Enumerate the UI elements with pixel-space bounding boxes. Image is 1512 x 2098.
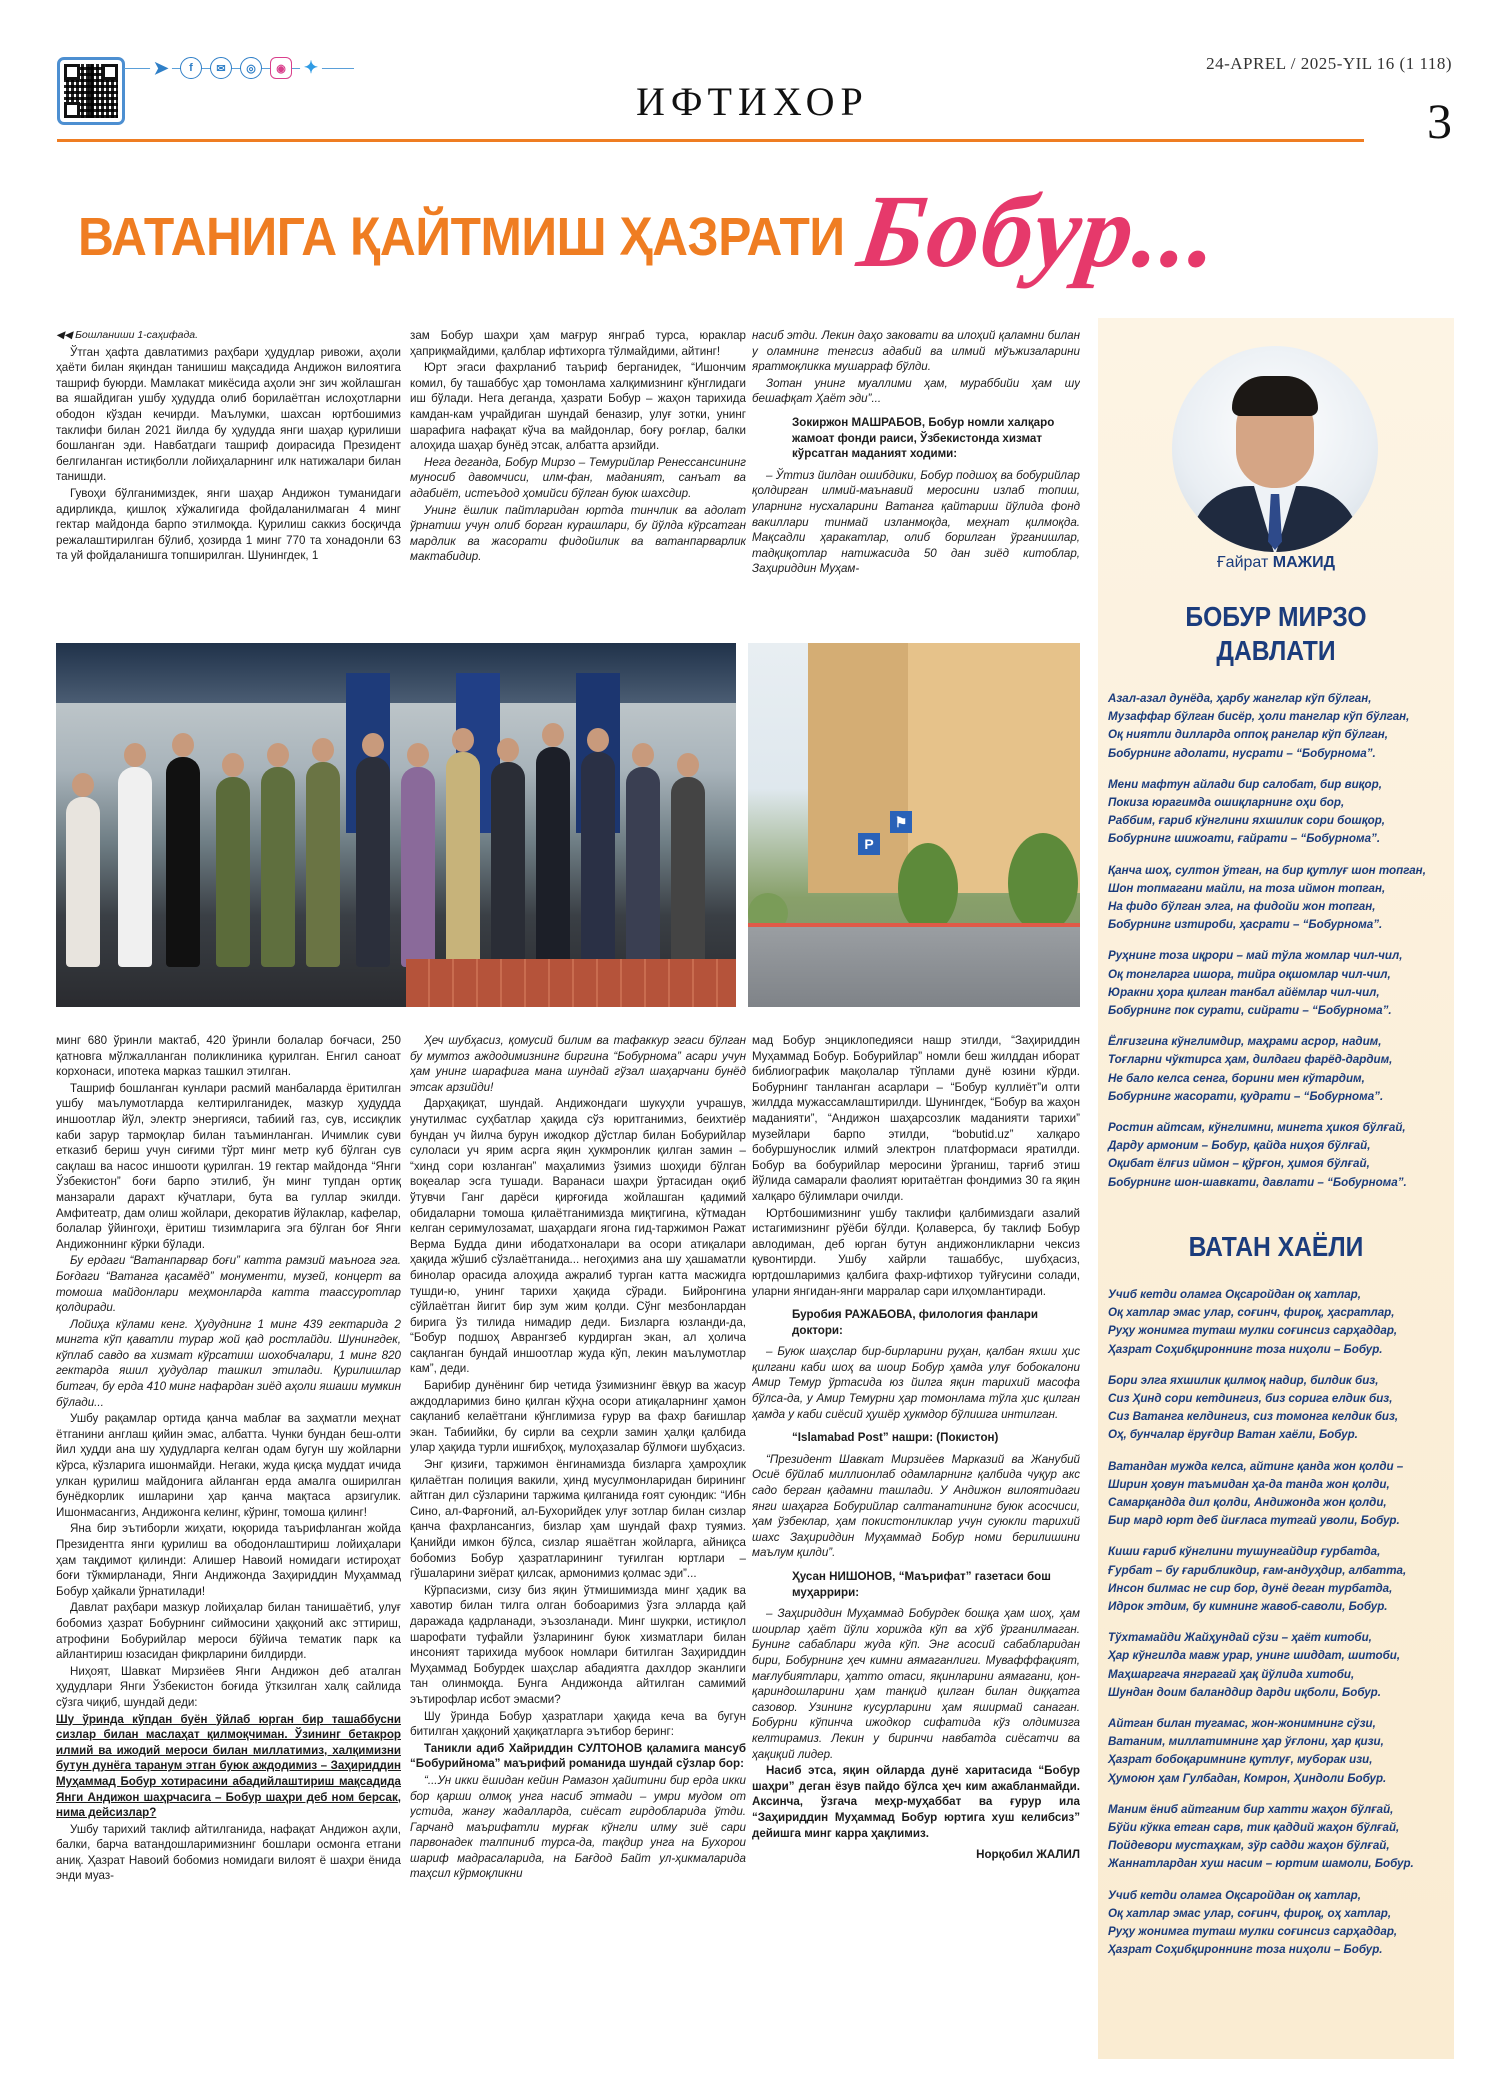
twitter-icon[interactable]: ✦ (300, 57, 322, 79)
poem-stanza (1108, 1629, 1448, 1702)
paragraph: насиб этди. Лекин даҳо заковати ва илоҳий қаламни билан у оламнинг тенгсиз адабий ва илмий мўъжизаларини яратмоқликка мушарраф бўлди. (752, 329, 1080, 374)
continued-text: Бошланиши 1-саҳифада. (75, 329, 199, 341)
poem-stanza (1108, 690, 1448, 763)
photo-person-head (587, 728, 609, 752)
paragraph: минг 680 ўринли мактаб, 420 ўринли болалар боғчаси, 250 қатновга мўлжалланган поликлиника қурилган. Енгил саноат корхонаси, ипотека марказ ташкил этилган. (56, 1034, 401, 1079)
web-icon[interactable]: ◎ (240, 57, 262, 79)
photo-person (671, 777, 705, 967)
poem-line: Бобурнинг шон-шавкати, давлати – “Бобурнома”. (1108, 1175, 1407, 1189)
poem-line: Самарқандда дил қолди, Андижонда жон қолди, (1108, 1496, 1387, 1510)
photo-person-head (677, 753, 699, 777)
poem-line: Ватаним, миллатимнинг ҳар ўғлони, ҳар қизи, (1108, 1735, 1384, 1749)
paragraph: Ушбу тарихий таклиф айтилганида, нафақат Андижон аҳли, балки, барча ватандошларимизнинг бошлари осмонга етгани аниқ. Ҳазрат Навоий бобомиз номидаги вилоят ё шаҳри ёнида энди муаз- (56, 1822, 401, 1883)
paragraph: Давлат раҳбари мазкур лойиҳалар билан танишаётиб, улуғ бобомиз ҳазрат Бобурнинг сиймосини ҳаққоний акс эттириш, атрофини Бобурийлар мероси бўйича тематик парк ка айлантириш юзасидан фикрларини билдирди. (56, 1601, 401, 1662)
poem-line: Ҳумоюн ҳам Гулбадан, Комрон, Ҳиндоли Бобур. (1108, 1771, 1387, 1785)
paragraph: Ҳеч шубҳасиз, қомусий билим ва тафаккур эгаси бўлган бу мумтоз аждодимизнинг биргина “Бобурнома” асари учун ҳам унинг шарафига мана шундай гўзал шаҳарчани бунёд этсак арзийди! (410, 1034, 746, 1094)
quote-author: Зокиржон МАШРАБОВ, Бобур номли халқаро жамоат фонди раиси, Ўзбекистонда хизмат кўрсатган маданият ходими: (792, 415, 1055, 461)
poem-line: Ватандан мужда келса, айтинг қанда жон қолди – (1108, 1459, 1404, 1473)
paragraph: Кўрпасизми, сизу биз яқин ўтмишимизда минг ҳадик ва хавотир билан тилга олган бобоаримиз ўзга элларда қай даражада қадрланади, эъзозланади. Минг шукрки, истиқлол шарофати туфайли ўзларининг буюк хизматлари билан инсоният тарихида мубоок номлари битилган Заҳириддин Муҳаммад Бобурдек шаҳслар абадиятга дахлдор эканлиги тан олинмоқда. Бунга Андижонда айтилган самимий эътирофлар исбот эмасми? (410, 1583, 746, 1706)
photo-person (216, 777, 250, 967)
poem-line: Ширин ҳовун таъмидан ҳа-да танда жон қолди, (1108, 1477, 1390, 1491)
poem-line: Бобурнинг жасорати, қудрати – “Бобурнома”. (1108, 1089, 1384, 1103)
email-icon[interactable]: ✉ (210, 57, 232, 79)
poem-line: Дарду армоним – Бобур, қайда ниҳоя бўлғай, (1108, 1139, 1371, 1153)
article-column-2 (410, 328, 746, 618)
photo-person (401, 767, 435, 967)
photo-person (66, 797, 100, 967)
photo-tree (898, 843, 958, 933)
paragraph: Насиб этса, яқин ойларда дунё харитасида “Бобур шаҳри” деган ёзув пайдо бўлса ҳеч ким ажабланмайди. Аксинча, ўзгача меҳр-муҳаббат ва ғурур ила “Заҳириддин Муҳаммад Бобур юртига хуш келибсиз” дейишга минг карра ҳақлимиз. (752, 1764, 1080, 1840)
facebook-icon[interactable]: f (180, 57, 202, 79)
article-column-1 (56, 328, 401, 618)
poem-line: Бобурнинг изтироби, ҳасрати – “Бобурнома”. (1108, 918, 1383, 932)
article-column-4 (56, 1033, 401, 2048)
photo-person (261, 767, 295, 967)
photo-person-head (312, 738, 334, 762)
photo-person-head (632, 743, 654, 767)
photo-bricks (406, 959, 736, 1007)
photo-person-head (452, 728, 474, 752)
paragraph: Шу ўринда Бобур ҳазратлари ҳақида кеча ва бугун битилган ҳаққоний ҳақиқатларга эътибор беринг: (410, 1709, 746, 1739)
poem-line: Шундан доим баланддир дарди иқболи, Бобур. (1108, 1685, 1381, 1699)
paragraph: Гувоҳи бўлганимиздек, янги шаҳар Андижон туманидаги адирликда, қишлоқ хўжалигида фойдаланилмаган 4 минг гектар майдонда барпо этилмоқда. Қурилиш саккиз босқичда режалаштирилган бўлиб, ҳозирда 1 минг 770 та хонадонли 63 та уй фойдаланишга топширилган. Шунингдек, 1 (56, 486, 401, 563)
author-portrait (1172, 346, 1378, 552)
poem-title (1119, 600, 1432, 668)
header-rule (57, 139, 1364, 142)
photo-person-head (124, 743, 146, 767)
article-column-5 (410, 1033, 746, 2048)
article-column-3 (752, 328, 1080, 618)
poem-line: Бобурнинг адолати, нусрати – “Бобурнома”. (1108, 746, 1376, 760)
qr-code[interactable] (57, 57, 125, 125)
photo-person-head (267, 743, 289, 767)
poem-stanza (1108, 1887, 1448, 1960)
photo-person-head (172, 733, 194, 757)
photo-person-head (497, 738, 519, 762)
poem-line: Ҳазрат Соҳибқироннинг тоза ниҳоли – Бобур. (1108, 1943, 1383, 1957)
photo-person-head (407, 743, 429, 767)
poem-line: Оқ хатлар эмас улар, соғинч, фироқ, ҳасратлар, (1108, 1306, 1395, 1320)
photo-person (491, 762, 525, 967)
paragraph: мад Бобур энциклопедияси нашр этилди, “Заҳириддин Муҳаммад Бобур. Бобурийлар” номли беш жилддан иборат библиографик мақолалар тўплами дунё юзини кўрди. Бобурнинг танланган асарлари – “Бобур куллиёт”и олти жилдда мужассамлаштирилди. Шунингдек, “Бобур ва жаҳон маданияти”, “Андижон шаҳарсозлик маданияти тарихи” музейлари барпо этилди, “bobutid.uz” халқаро бобуршунослик илмий электрон платформаси яратилди. Бобур ва бобурийлар меросини ўрганиш, тарғиб этиш йўлида самарали фаолият юритаётган фондимиз 30 га яқин халқаро бўлимлари очилди. (752, 1034, 1080, 1203)
photo-person-head (222, 753, 244, 777)
photo-person-head (72, 773, 94, 797)
headline-script: Бобур... (851, 174, 1228, 289)
photo-person-head (362, 733, 384, 757)
photo-road (748, 927, 1080, 1007)
poem-line: Азал-азал дунёда, ҳарбу жанглар кўп бўлган, (1108, 692, 1372, 705)
poem-line: Инсон билмас не сир бор, дунё деган турбатда, (1108, 1581, 1393, 1595)
photo-person (118, 767, 152, 967)
page-number: 3 (1427, 93, 1452, 149)
poem-line: Покиза юрагимда ошиқларнинг оҳи бор, (1108, 796, 1345, 810)
photo-person (536, 747, 570, 967)
issue-date: 24-APREL / 2025-YIL 16 (1 118) (1206, 54, 1452, 73)
poem-line: Юракни ҳора қилган танбал айёмлар чил-чил, (1108, 985, 1380, 999)
poem-line: Бобурнинг шижоати, ғайрати – “Бобурнома”. (1108, 832, 1381, 846)
paragraph: Барибир дунёнинг бир четида ўзимизнинг ёвқур ва жасур аждодларимиз бино қилган кўҳна осори атиқаларнинг ҳамон сақланиб келаётгани кўнглимиза ғурур ва фахр бағишлар экан. Табиийки, бу сирли ва сеҳрли замин ҳалқи қалбида улар ҳақида турли ишғибҳоқ, мулоҳазалар бўлмоғи шубҳасиз. (410, 1379, 746, 1455)
qr-finder (64, 64, 80, 80)
poem-line: Киши ғариб кўнглини тушунгайдир ғурбатда, (1108, 1545, 1381, 1559)
poem-line: Не бало келса сенга, борини мен кўтардим, (1108, 1071, 1365, 1085)
poem-line: Ҳар кўнгилда мавж урар, унинг шиддат, шитоби, (1108, 1649, 1401, 1663)
poem-stanza (1108, 1286, 1448, 1359)
qr-finder (64, 102, 80, 118)
poem-line: Идрок этдим, бу кимнинг жавоб-саволи, Бобур. (1108, 1600, 1388, 1614)
poem-stanza (1108, 947, 1448, 1020)
paragraph: Ташриф бошланган кунлари расмий манбаларда ёритилган ушбу маълумотларда келтирилганидек, мазкур ҳудудда иншоотлар йўл, электр энергияси, табиий газ, сув, иссиқлик каби зарур тармоқлар билан таъминланган. Ичимлик суви етказиб бериш учун сиғими тўрт минг метр куб бўлган сув сақлаш ва насос иншооти қурилган. 19 гектар майдонда “Янги Ўзбекистон” боғи барпо этилиб, ўн минг тупдан ортиқ манзарали дарахт кўчатлари, бута ва гуллар экилди. Амфитеатр, дам олиш жойлари, декоратив йўлаклар, кафелар, болалар ўйингоҳи, ёритиш тизимларига эга бўлган боғ Янги Андижоннинг кўрки бўлади. (56, 1081, 401, 1251)
poem-line: Ёлғизгина кўнглимдир, маҳрами асрор, надим, (1108, 1035, 1382, 1049)
poetry-sidebar (1098, 318, 1454, 2059)
poem-line: Руҳнинг тоза иқрори – май тўла жомлар чил-чил, (1108, 949, 1403, 963)
poem-line: Бобурнинг пок сурати, сийрати – “Бобурнома”. (1108, 1004, 1392, 1018)
poem-line: Руҳу жонимга туташ мулки соғинсиз сарҳаддар, (1108, 1925, 1398, 1939)
poet-name (1098, 554, 1454, 572)
ceremony-photo (56, 643, 736, 1007)
poem-line: Тоғларни чўктирса ҳам, дилдаги фарёд-дардим, (1108, 1053, 1393, 1067)
quote-author: “Islamabad Post” нашри: (Покистон) (792, 1431, 999, 1445)
poem-line: Музаффар бўлган бисёр, ҳоли танглар кўп бўлган, (1108, 710, 1410, 724)
paragraph: Зотан унинг муаллими ҳам, мураббийи ҳам шу бешафқат Ҳаёт эди”... (752, 376, 1080, 406)
paragraph: зам Бобур шаҳри ҳам мағрур янграб турса, юраклар ҳаприқмайдими, қалблар ифтихорга тўлмайдими, айтинг! (410, 329, 746, 358)
paragraph: Юртбошимизнинг ушбу таклифи қалбимиздаги азалий истагимизнинг рўёби бўлди. Қолаверса, бу таклиф Бобур авлодиман, деб юрган бутун андижонликларни чексиз қувонтирди. Ушбу хайрли ташаббус, шубҳасиз, юртдошларимиз қалбига фахр-ифтихор туйғусини солади, уларни янгидан-янги марралар сари илҳомлантиради. (752, 1206, 1080, 1298)
photo-person (626, 767, 660, 967)
poem-line: Ҳазрат бобоқаримнинг қутлуғ, муборак изи, (1108, 1753, 1373, 1767)
poem-line: Жаннатлардан хуш насим – юртим шамоли, Бобур. (1108, 1857, 1414, 1871)
poem-title (1119, 1230, 1432, 1264)
poem-line: Ғурбат – бу ғарибликдир, ғам-андуҳдир, албатта, (1108, 1563, 1407, 1577)
poem-line: Учиб кетди оламга Оқсаройдан оқ хатлар, (1108, 1888, 1361, 1902)
poem-line: Маним ёниб айтганим бир хатти жаҳон бўлғай, (1108, 1802, 1394, 1816)
poem-line: Бир мард юрт деб йиғласа тутгай уволи, Бобур. (1108, 1514, 1400, 1528)
poem-stanza (1108, 1801, 1448, 1874)
poem-stanza (1108, 1458, 1448, 1531)
photo-person-head (542, 723, 564, 747)
poem-line: Ростин айтсам, кўнглимни, мингта ҳикоя бўлғай, (1108, 1121, 1406, 1135)
poem-line: Раббим, ғариб кўнглини яхшилик сори бошқор, (1108, 814, 1386, 828)
poet-first-name: Ғайрат (1217, 554, 1269, 571)
poem-line: На фидо бўлган элга, на фидойи жон топган, (1108, 900, 1376, 914)
paragraph: Ниҳоят, Шавкат Мирзиёев Янги Андижон деб аталган ҳудудлари Янги Ўзбекистон боғида ўткзилган халқ сайлида сўзга чиқиб, шундай деди: (56, 1664, 401, 1709)
poem-line: Учиб кетди оламга Оқсаройдан оқ хатлар, (1108, 1288, 1361, 1301)
photo-person (581, 752, 615, 967)
paragraph: Ушбу рақамлар ортида қанча маблағ ва заҳматли меҳнат ётганини англаш қийин эмас, албатта. Чунки бундан беш-олти йил ҳудди ана шу ҳудудларга келган одам бугун шу жойларни кўрса, кўзларига ишонмайди. Негаки, жуда қисқа муддат ичида улкан қурилиш майдонига айланган ерда амалга оширилган бунёдкорлик ишларини ҳар қанча мақтаса арзигулик. Ишонмасангиз, Андижонга келинг, кўринг, томоша қилинг! (56, 1412, 401, 1519)
paragraph: Лойиҳа кўлами кенг. Ҳудуднинг 1 минг 439 гектарида 2 мингта кўп қаватли турар жой қад ростлайди. Шунингдек, кўплаб савдо ва хизмат кўрсатиш шохобчалари, 1 минг 820 гектарда яшил ҳудудлар ташкил этилади. Қурилишлар битгач, бу ерда 410 минг нафардан зиёд аҳоли яшаши мумкин бўлади... (56, 1317, 401, 1409)
poem-line: Оқ хатлар эмас улар, соғинч, фироқ, оҳ хатлар, (1108, 1906, 1392, 1920)
paragraph: Ўтган ҳафта давлатимиз раҳбари ҳудудлар ривожи, аҳоли ҳаёти билан яқиндан танишиш мақсадида Андижон вилоятига ташриф буюрди. Мамлакат микёсида аҳоли энг зич жойлашган ва яшайдиган ушбу ҳудудда олиб борилаётган ислоҳотларни ободон кўздан кечирди. Маълумки, шахсан юртбошимиз таклифи билан 2021 йилда бу ҳудудда янги шаҳар қурилиши бошланган эди. Навбатдаги ташриф доирасида Президент белгиланган истиқболли лойиҳаларнинг илк натижалари билан танишди. (56, 345, 401, 484)
poem-line: Бўйи кўкка етган сарв, тик қаддий жаҳон бўлғай, (1108, 1821, 1400, 1835)
poem-line: Сиз Ҳинд сори кетдингиз, биз сорига елдик биз, (1108, 1392, 1393, 1406)
photo-tree (1008, 833, 1078, 933)
paragraph: “Президент Шавкат Мирзиёев Марказий ва Жанубий Осиё бўйлаб миллионлаб одамларнинг қалбида чуқур акс садо берган қадамни ташлади. У Андижон вилоятидаги янги шаҳарга Бобурийлар салтанатининг буюк асосчиси, ҳам ўзбеклар, ҳам покистонликлар учун суюкли тарихий шахс Заҳириддин Муҳаммад Бобур номи берилишини маълум қилди”. (752, 1452, 1080, 1560)
headline: ВАТАНИГА ҚАЙТМИШ ҲАЗРАТИ (78, 207, 845, 267)
poem-stanza (1108, 1543, 1448, 1616)
poem-title-text: ВАТАН ХАЁЛИ (1188, 1231, 1364, 1262)
parking-sign-icon: P (858, 833, 880, 855)
qr-finder (102, 64, 118, 80)
section-title: ИФТИХОР (636, 79, 869, 124)
social-links (150, 56, 330, 80)
paragraph: Энг қизиғи, таржимон ёнгинамизда бизларга ҳамроҳлик қилаётган полиция вакили, ҳинд мусулмонларидан бирининг айтган дил сўзларини таржима қилганида ғоят суюндик: “Ибн Сино, ал-Фарғоний, ал-Бухорийдек улуғ зотлар билан сизлар қанча фахрлансангиз, бизлар ҳам шундай фахр туямиз. Қанийди имкон бўлса, сизлар яшаётган жойларга, айниқса бобомиз Бобур ҳазратларининг туғилган юртлари – гўшаларини зиёрат қилсак, армонимиз қолмас эди”... (410, 1458, 746, 1581)
building-photo (748, 643, 1080, 1007)
paragraph: Унинг ёшлик пайтларидан юртда тинчлик ва адолат ўрнатиш учун олиб борган курашлари, бу йўлда кўрсатган мардлик ва жасорати фидойилик ва ватанпарварлик мактабидир. (410, 503, 746, 564)
poem-body (1108, 1286, 1448, 1973)
poem-line: Руҳу жонимга туташ мулки соғинсиз сарҳаддар, (1108, 1324, 1398, 1338)
poem-line: Оқ ниятли дилларда оппоқ ранглар кўп бўлган, (1108, 728, 1389, 742)
paragraph: Таникли адиб Хайриддин СУЛТОНОВ қаламига мансуб “Бобурийнома” маърифий романида шундай сўзлар бор: (410, 1741, 746, 1771)
article-column-6 (752, 1033, 1080, 2048)
poem-line: Қанча шоҳ, султон ўтган, на бир қутлуғ шон топган, (1108, 863, 1426, 877)
paragraph: – Ўттиз йилдан ошибдики, Бобур подшоҳ ва бобурийлар қолдирган илмий-маънавий меросини излаб топиш, уларнинг нусхаларини Ватанга қайтариш йўлида фонд вакиллари тинмай изланмоқда, меҳнат қилмоқда. Мақсадли ҳаракатлар, олиб борилган ўрганишлар, тадқиқотлар натижасида 50 дан зиёд китоблар, Заҳириддин Муҳам- (752, 468, 1080, 576)
poem-line: Оҳ, бунчалар ёруғдир Ватан хаёли, Бобур. (1108, 1428, 1358, 1442)
telegram-icon[interactable]: ➤ (150, 57, 172, 79)
paragraph: Яна бир эътиборли жиҳати, юқорида таърифланган жойда Президентга янги қурилиш ва ободонлаштириш лойиҳалари ҳам тақдимот қилинди: Алишер Навоий номидаги истироҳат боғи тўкмирланади, Янги Андижонда Заҳириддин Муҳаммад Бобур ҳайкали ўрнатилади! (56, 1522, 401, 1598)
poem-line: Шон топмагани майли, на тоза иймон топган, (1108, 881, 1386, 895)
paragraph: Бу ердаги “Ватанпарвар боғи” катта рамзий маънога эга. Боғдаги “Ватанга қасамёд” монументи, музей, концерт ва томоша майдонлари меҳмонларда катта таассуротлар қолдиради. (56, 1254, 401, 1315)
poem-stanza (1108, 1372, 1448, 1445)
paragraph: – Заҳириддин Муҳаммад Бобурдек бошқа ҳам шоҳ, ҳам шоирлар ҳаёт йўли хорижда кўп ва хўб ўрганилмаган. Бунинг сабаблари жуда кўп. Энг асосий сабабларидан бири, Бобурнинг ҳеч кимни аямаганлиги. Мувафффақият, мағлубиятлари, ҳатто отаси, яқинларини аямагани, қон-қариндошларини ҳам танқид қилган билан диққатга сазовор. Узининг кусурларини ҳам яширмай санаган. Бобурни кўпинча ижодкор сифатида кўз олдимизга келтирамиз. Лекин у биринчи навбатда сиёсатчи ва ҳақиқий лидер. (752, 1607, 1080, 1761)
poem-body (1108, 690, 1448, 1205)
poem-line: Мени мафтун айлади бир салобат, бир виқор, (1108, 777, 1382, 791)
crosswalk-sign-icon: ⚑ (890, 811, 912, 833)
photo-person (166, 757, 200, 967)
poem-stanza (1108, 776, 1448, 849)
photo-element (56, 643, 736, 703)
photo-person (356, 757, 390, 967)
poem-line: Пойдевори мустаҳкам, зўр садди жаҳон бўлғай, (1108, 1839, 1390, 1853)
photo-person (306, 762, 340, 967)
poem-line: Оқ тонгларга ишора, тийра оқшомлар чил-чил, (1108, 967, 1391, 981)
paragraph: Нега деганда, Бобур Мирзо – Темурийлар Ренессансининг муносиб давомчиси, илм-фан, маданият, санъат ва адабиёт, истеъдод ҳомийси бўлган буюк шахсдир. (410, 455, 746, 500)
poem-line: Маҳшаргача янграгай ҳақ йўлида хитоби, (1108, 1667, 1355, 1681)
continued-note: ◀◀ Бошланиши 1-саҳифада. (56, 329, 199, 341)
poem-line: Ҳазрат Соҳибқироннинг тоза ниҳоли – Бобур. (1108, 1342, 1383, 1356)
poem-stanza (1108, 862, 1448, 935)
poem-line: Сиз Ватанга келдингиз, сиз томонга келдик биз, (1108, 1410, 1399, 1424)
paragraph: “...Ун икки ёшидан кейин Рамазон ҳайитини бир ерда икки бор қарши олмоқ унга насиб этмади – умри мудом от устида, жангу жадалларда, сиёсат гирдобларида ўтди. Гарчанд маърифатли мурғак кўнгли илму зиё сари парвонадек талпиниб турса-да, тақдир унга на Бухорои шариф мадрасаларида, на Бағдод Байт ул-ҳикмаларида таҳсил кўрмоқликни (410, 1773, 746, 1881)
poet-last-name: МАЖИД (1272, 554, 1335, 571)
portrait-hair (1232, 376, 1318, 416)
poem-line: Айтган билан тугамас, жон-жонимнинг сўзи, (1108, 1717, 1376, 1731)
quote-author: Ҳусан НИШОНОВ, “Маърифат” газетаси бош муҳаррири: (792, 1570, 1051, 1599)
poem-line: Тўхтамайди Жайҳундай сўзи – ҳаёт китоби, (1108, 1631, 1372, 1645)
byline: Норқобил ЖАЛИЛ (976, 1848, 1080, 1862)
instagram-icon[interactable]: ◉ (270, 57, 292, 79)
poem-stanza (1108, 1033, 1448, 1106)
poem-stanza (1108, 1715, 1448, 1788)
building-shade (808, 643, 908, 893)
paragraph: Юрт эгаси фахрланиб таъриф берганидек, “Ишончим комил, бу ташаббус ҳар томонлама халқимизнинг кўнглидаги иш бўлади. Нега деганда, ҳазрати Бобур – жаҳон тарихида камдан-кам учрайдиган шундай беназир, улуғ зотки, унинг шарафига нафақат кўча ва майдонлар, боғу роғлар, балки алоҳида шаҳар бунёд этсак, албатта арзийди. (410, 361, 746, 453)
poem-title-text: БОБУР МИРЗО ДАВЛАТИ (1185, 601, 1367, 666)
poem-line: Бори элга яхшилик қилмоқ надир, билдик биз, (1108, 1373, 1379, 1387)
poem-line: Оқибат ёлғиз иймон – қўрғон, ҳимоя бўлғай, (1108, 1157, 1370, 1171)
quote-author: Буробия РАЖАБОВА, филология фанлари доктори: (792, 1308, 1038, 1337)
paragraph: – Буюк шаҳслар бир-бирларини руҳан, қалбан яхши ҳис қилгани каби шоҳ ва шоир Бобур ҳамда улуғ бобокалони Амир Темур ўртасида юз йилга яқин тарихий масофа бўлса-да, у Амир Темурни ҳар томонлама тўла ҳис қилган ҳамда у каби сиёсий ҳушёр ҳукмдор бўлишга интилган. (752, 1345, 1080, 1421)
photo-person (446, 752, 480, 967)
poem-stanza (1108, 1119, 1448, 1192)
quote-highlight: Шу ўринда кўпдан буён ўйлаб юрган бир ташаббусни сизлар билан маслаҳат қилмоқчиман. Ўзининг бетакрор илмий ва ижодий мероси билан миллатимиз, халқимизни бутун дунёга таранум этган буюк аждодимиз – Заҳириддин Муҳаммад Бобур хотирасини абадийлаштириш мақсадида Янги Андижон шаҳрчасига – Бобур шаҳри деб ном берсак, нима дейсизлар? (56, 1712, 401, 1820)
paragraph: Дарҳақиқат, шундай. Андижондаги шукуҳли учрашув, унутилмас суҳбатлар ҳақида сўз юритганимиз, беихтиёр бундан уч йилча бурун ижодкор дўстлар билан Бобурийлар сулоласи уч ярим асрга яқин ҳукмронлик қилган замин – “хинд сори юзланган” маҳалимиз ўзимиз шоҳиди бўлган воқеалар эсга тушади. Варанаси шаҳри ўртасидан оқиб ўтувчи Ганг дарёси қирғоғида жойлашган қадимий обидаларни томоша қилаётганимизда миқтигина, кўтмадан келган серимулозамат, шаҳардаги ягона гид-таржимон Ражат Верма Будда дини ибодатхоналари ва осори атиқалари ҳақида жўшиб сўзлаётганида... негоҳимиз ана шу ҳашаматли бинолар орасида алоҳида ажралиб турган катта масжидга тушди-ю, унинг тарихи ҳақида сўради. Бийронгина сўйлаётган йигит бир зум жим қолди. Сўнг мезбонлардан бирига ўз тилида нимадир деди. Бизларга юзланди-да, “Бобур подшоҳ Аврангзеб курдирган экан, ал ҳолича сақланган бундай иншоотлар жуда кўп, лекин маълумотлар кам”, деди. (410, 1097, 746, 1376)
